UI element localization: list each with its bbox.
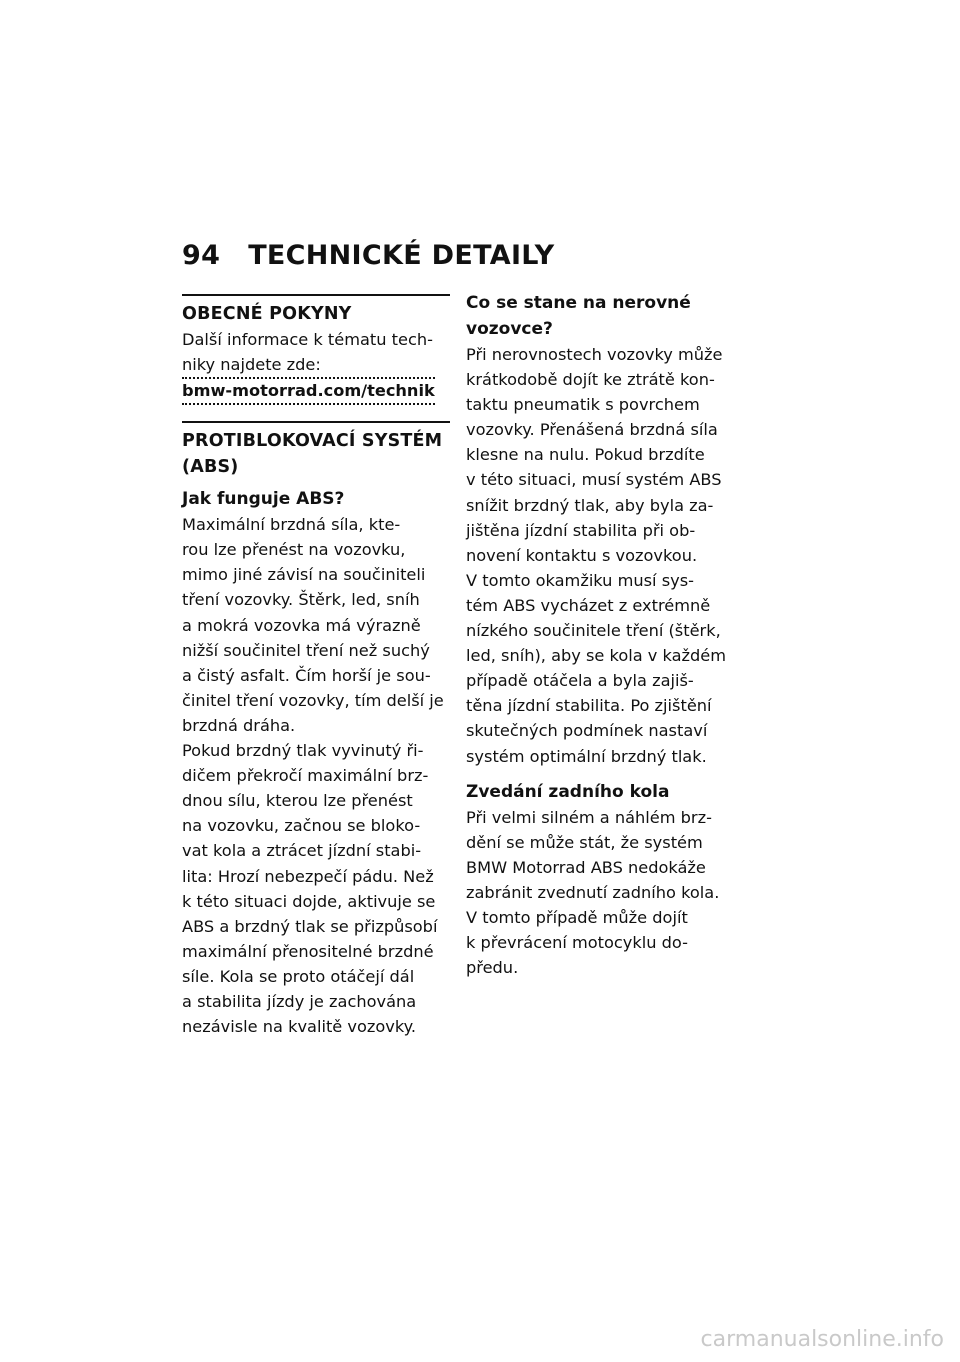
text-line: brzdná dráha. bbox=[182, 715, 296, 735]
text-line: Maximální brzdná síla, kte- bbox=[182, 515, 401, 535]
page-number: 94 bbox=[182, 240, 221, 271]
general-text bbox=[182, 327, 450, 377]
title-line: Co se stane na nerovné bbox=[466, 293, 691, 313]
text-line: maximální přenositelné brzdné bbox=[182, 941, 434, 961]
spacer bbox=[182, 405, 450, 421]
text-line: a stabilita jízdy je zachována bbox=[182, 991, 417, 1011]
text-line: k převrácení motocyklu do- bbox=[466, 933, 688, 953]
abs-paragraph-1 bbox=[182, 512, 450, 738]
text-line: Další informace k tématu tech- bbox=[182, 330, 433, 349]
text-line: k této situaci dojde, aktivuje se bbox=[182, 891, 436, 911]
text-line: nízkého součinitele tření (štěrk, bbox=[466, 621, 721, 641]
text-line: lita: Hrozí nebezpečí pádu. Než bbox=[182, 866, 434, 886]
text-line: ABS a brzdný tlak se přizpůsobí bbox=[182, 916, 438, 936]
page-header bbox=[182, 240, 782, 280]
text-line: dění se může stát, že systém bbox=[466, 832, 703, 852]
technik-link[interactable]: bmw-motorrad.com/technik bbox=[182, 377, 435, 405]
text-line: činitel tření vozovky, tím delší je bbox=[182, 690, 444, 710]
text-line: rou lze přenést na vozovku, bbox=[182, 540, 406, 560]
title-line: (ABS) bbox=[182, 457, 239, 478]
text-line: snížit brzdný tlak, aby byla za- bbox=[466, 495, 714, 515]
text-line: nižší součinitel tření než suchý bbox=[182, 640, 430, 660]
rear-lift-paragraph bbox=[466, 805, 738, 981]
text-line: zabránit zvednutí zadního kola. bbox=[466, 882, 720, 902]
subtitle-rear-wheel-lift: Zvedání zadního kola bbox=[466, 781, 670, 802]
text-line: a čistý asfalt. Čím horší je sou- bbox=[182, 665, 431, 685]
uneven-paragraph-1 bbox=[466, 342, 738, 568]
text-line: Pokud brzdný tlak vyvinutý ři- bbox=[182, 741, 424, 761]
text-line: tém ABS vycházet z extrémně bbox=[466, 595, 711, 615]
text-line: nezávisle na kvalitě vozovky. bbox=[182, 1017, 417, 1037]
text-line: klesne na nulu. Pokud brzdíte bbox=[466, 445, 705, 465]
subtitle-how-abs-works: Jak funguje ABS? bbox=[182, 489, 345, 510]
text-line: krátkodobě dojít ke ztrátě kon- bbox=[466, 370, 715, 390]
title-line: vozovce? bbox=[466, 319, 553, 339]
text-line: těna jízdní stabilita. Po zjištění bbox=[466, 696, 712, 716]
text-line: led, sníh), aby se kola v každém bbox=[466, 646, 727, 666]
text-line: jištěna jízdní stabilita při ob- bbox=[466, 520, 696, 540]
text-line: taktu pneumatik s povrchem bbox=[466, 395, 700, 415]
watermark: carmanualsonline.info bbox=[700, 1327, 944, 1352]
text-line: dičem překročí maximální brz- bbox=[182, 766, 429, 786]
text-line: skutečných podmínek nastaví bbox=[466, 721, 708, 741]
section-title-general: OBECNÉ POKYNY bbox=[182, 294, 450, 327]
text-line: na vozovku, začnou se bloko- bbox=[182, 816, 421, 836]
text-line: novení kontaktu s vozovkou. bbox=[466, 545, 698, 565]
text-line: Při velmi silném a náhlém brz- bbox=[466, 807, 712, 827]
text-line: mimo jiné závisí na součiniteli bbox=[182, 565, 426, 585]
text-line: V tomto případě může dojít bbox=[466, 907, 688, 927]
uneven-paragraph-2 bbox=[466, 568, 738, 769]
text-line: v této situaci, musí systém ABS bbox=[466, 470, 722, 490]
text-line: dnou sílu, kterou lze přenést bbox=[182, 791, 413, 811]
subtitle-uneven-road bbox=[466, 290, 738, 342]
text-line: niky najdete zde: bbox=[182, 355, 321, 375]
text-line: BMW Motorrad ABS nedokáže bbox=[466, 857, 706, 877]
text-line: předu. bbox=[466, 958, 519, 978]
text-line: systém optimální brzdný tlak. bbox=[466, 746, 707, 766]
text-line: síle. Kola se proto otáčejí dál bbox=[182, 966, 415, 986]
title-line: PROTIBLOKOVACÍ SYSTÉM bbox=[182, 431, 443, 452]
text-line: Při nerovnostech vozovky může bbox=[466, 345, 723, 364]
text-line: vozovky. Přenášená brzdná síla bbox=[466, 420, 718, 440]
section-title-abs bbox=[182, 421, 450, 480]
right-column bbox=[466, 290, 738, 980]
abs-paragraph-2 bbox=[182, 738, 450, 1039]
text-line: a mokrá vozovka má výrazně bbox=[182, 615, 421, 635]
text-line: vat kola a ztrácet jízdní stabi- bbox=[182, 841, 422, 861]
text-line: tření vozovky. Štěrk, led, sníh bbox=[182, 590, 420, 610]
text-line: V tomto okamžiku musí sys- bbox=[466, 570, 694, 590]
text-line: případě otáčela a byla zajiš- bbox=[466, 671, 694, 691]
left-column bbox=[182, 294, 450, 1039]
chapter-title: TECHNICKÉ DETAILY bbox=[248, 240, 555, 271]
